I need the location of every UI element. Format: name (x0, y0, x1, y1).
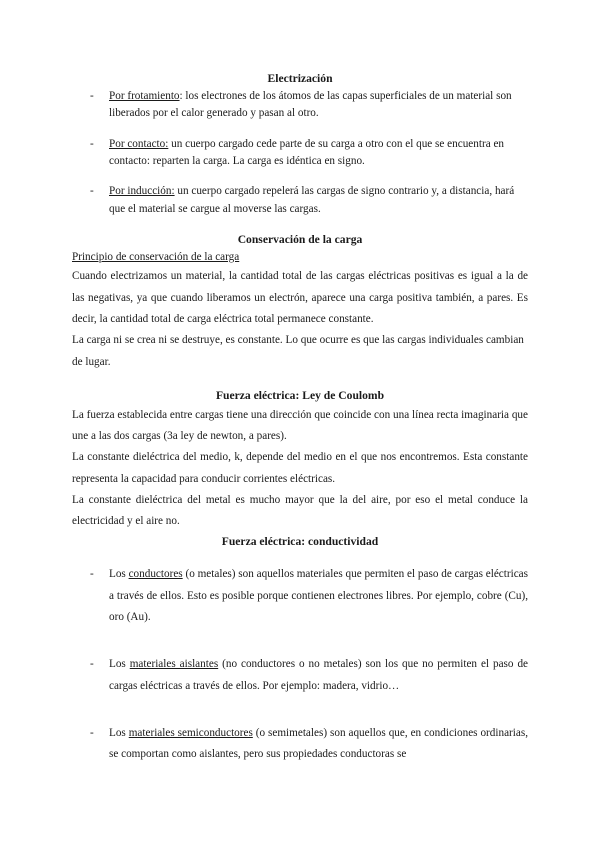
section-title-conductividad: Fuerza eléctrica: conductividad (221, 534, 379, 548)
section-title-electrizacion: Electrización (267, 72, 333, 85)
item-text: (no conductores o no metales) son los que no permiten el paso de cargas eléctricas a través de ellos. Por ejemplo: madera, vidrio… (109, 658, 529, 692)
item-text: (o metales) son aquellos materiales que permiten el paso de cargas eléctricas a través de ellos. Esto es posible porque contienen electrones libres. Por ejemplo, cobre (Cu), oro (Au). (109, 568, 528, 624)
paragraph: La constante dieléctrica del metal es mucho mayor que la del aire, por eso el metal conduce la electricidad y el aire no. (72, 493, 528, 528)
section-title-coulomb: Fuerza eléctrica: Ley de Coulomb (215, 388, 385, 402)
list-item (72, 136, 528, 171)
dash-bullet: - (90, 726, 94, 739)
item-text: (o semimetales) son aquellos que, en condiciones ordinarias, se comportan como aislantes, pero sus propiedades conductoras se (109, 726, 528, 761)
item-text: : los electrones de los átomos de las capas superficiales de un material son liberados por el calor generado y pasan al otro. (109, 89, 512, 120)
paragraph: La fuerza establecida entre cargas tiene una dirección que coincide con una línea recta imaginaria que une a las dos cargas (3a ley de newton, a pares). (72, 408, 528, 443)
term: materiales aislantes (129, 658, 219, 671)
section-subtitle: Principio de conservación de la carga (72, 251, 240, 264)
section-title-conservacion: Conservación de la carga (237, 233, 363, 247)
item-text: un cuerpo cargado repelerá las cargas de signo contrario y, a distancia, hará que el material se cargue al moverse las cargas. (109, 185, 515, 215)
dash-bullet: - (90, 185, 94, 198)
paragraph: La carga ni se crea ni se destruye, es constante. Lo que ocurre es que las cargas individuales cambian de lugar. (72, 334, 524, 368)
term: Por contacto: (109, 137, 169, 150)
paragraph: La constante dieléctrica del medio, k, depende del medio en el que nos encontremos. Esta constante representa la capacidad para conducir corrientes eléctricas. (72, 451, 528, 485)
conductividad-list (72, 564, 528, 765)
item-prefix: Los (109, 658, 130, 671)
term: Por frotamiento (109, 89, 180, 102)
dash-bullet: - (90, 568, 94, 581)
item-text: un cuerpo cargado cede parte de su carga a otro con el que se encuentra en contacto: reparten la carga. La carga es idéntica en signo. (109, 137, 505, 168)
dash-bullet: - (90, 89, 94, 102)
dash-bullet: - (90, 137, 94, 150)
item-prefix: Los (109, 568, 129, 581)
term: conductores (128, 568, 183, 581)
list-item (72, 654, 528, 697)
dash-bullet: - (90, 658, 94, 671)
list-item (72, 564, 528, 628)
term: materiales semiconductores (128, 726, 253, 739)
list-item (72, 88, 528, 123)
electrizacion-list (72, 88, 528, 218)
list-item (72, 183, 528, 218)
document-page (72, 70, 528, 765)
paragraph: Cuando electrizamos un material, la cantidad total de las cargas eléctricas positivas es igual a la de las negativas, ya que cuando liberamos un electrón, aparece una carga positiva también, a pares. Es decir, la cantidad total de carga eléctrica total permanece constante. (72, 270, 528, 326)
item-prefix: Los (109, 726, 129, 739)
list-item (72, 723, 528, 766)
term: Por inducción: (109, 185, 175, 198)
